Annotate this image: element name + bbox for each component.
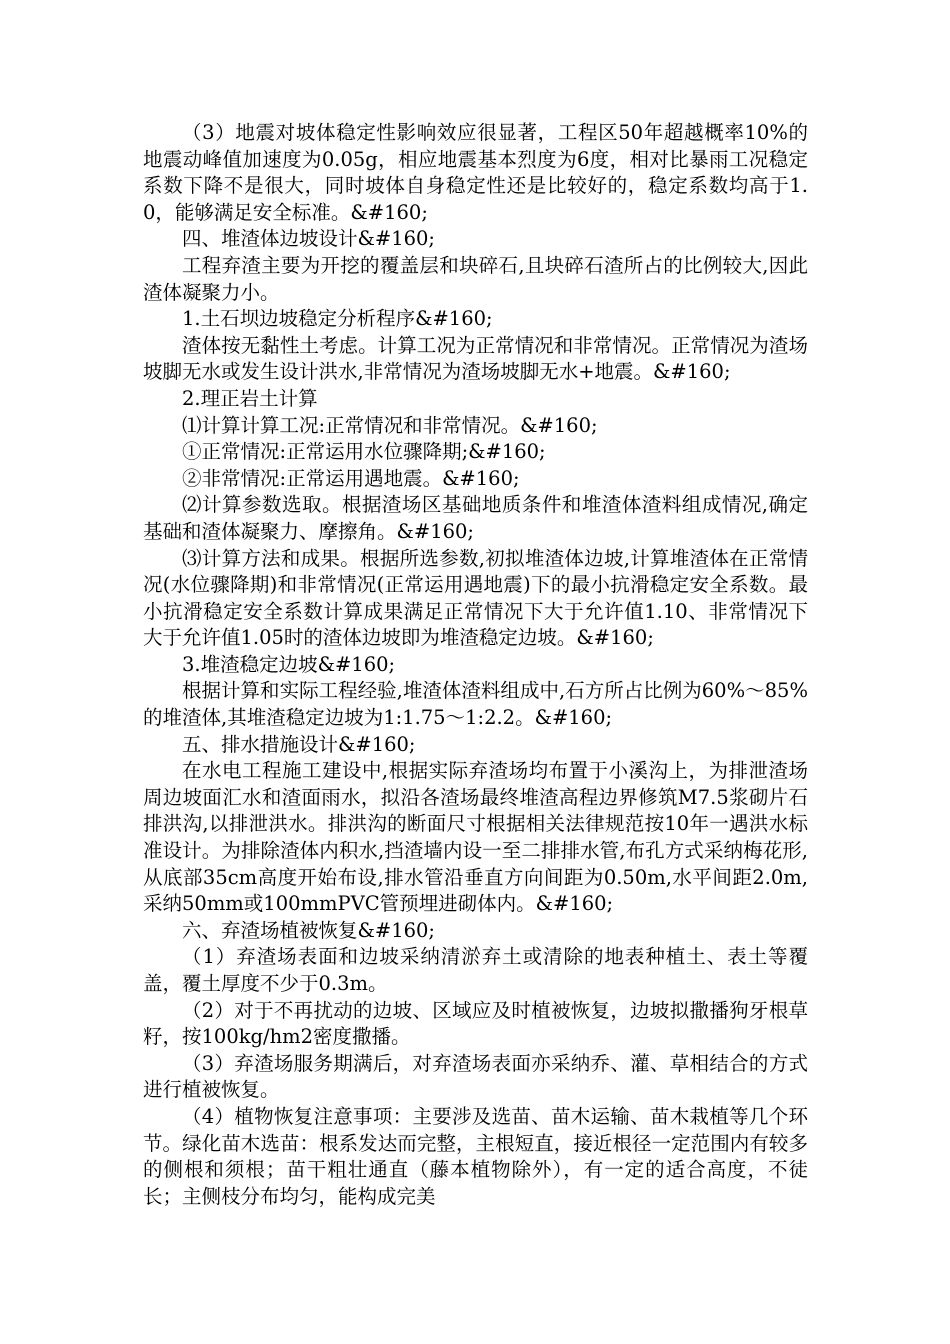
heading-subsection-2: 2.理正岩土计算 — [182, 386, 318, 410]
paragraph-stable-slope: 根据计算和实际工程经验,堆渣体渣料组成中,石方所占比例为60%～85%的堆渣体,其堆渣稳定边坡为1:1.75～1:2.2。&#160; — [143, 679, 808, 730]
paragraph-calculation-conditions: 渣体按无黏性土考虑。计算工况为正常情况和非常情况。正常情况为渣场坡脚无水或发生设计洪水,非常情况为渣场坡脚无水+地震。&#160; — [143, 333, 808, 384]
paragraph-item-1: ⑴计算计算工况:正常情况和非常情况。&#160; — [182, 413, 598, 437]
paragraph-item-3: ⑶计算方法和成果。根据所选参数,初拟堆渣体边坡,计算堆渣体在正常情况(水位骤降期)和非常情况(正常运用遇地震)下的最小抗滑稳定安全系数。最小抗滑稳定安全系数计算成果满足正常情况下大于允许值1.10、非常情况下大于允许值1.05时的渣体边坡即为堆渣稳定边坡。&#160; — [143, 546, 808, 650]
heading-section-4: 四、堆渣体边坡设计&#160; — [182, 227, 435, 251]
paragraph-item-abnormal: ②非常情况:正常运用遇地震。&#160; — [182, 466, 520, 490]
paragraph-vegetation-4: （4）植物恢复注意事项：主要涉及选苗、苗木运输、苗木栽植等几个环节。绿化苗木选苗：根系发达而完整，主根短直，接近根径一定范围内有较多的侧根和须根；苗干粗壮通直（藤本植物除外），有一定的适合高度，不徒长；主侧枝分布均匀，能构成完美 — [143, 1104, 808, 1208]
heading-subsection-3: 3.堆渣稳定边坡&#160; — [182, 652, 396, 676]
paragraph-item-2: ⑵计算参数选取。根据渣场区基础地质条件和堆渣体渣料组成情况,确定基础和渣体凝聚力、摩擦角。&#160; — [143, 493, 808, 543]
paragraph-item-normal: ①正常情况:正常运用水位骤降期;&#160; — [182, 440, 546, 464]
paragraph-vegetation-2: （2）对于不再扰动的边坡、区域应及时植被恢复，边坡拟撒播狗牙根草籽，按100kg/hm2密度撒播。 — [143, 998, 808, 1049]
paragraph-spoil-composition: 工程弃渣主要为开挖的覆盖层和块碎石,且块碎石渣所占的比例较大,因此渣体凝聚力小。 — [143, 253, 808, 304]
heading-section-5: 五、排水措施设计&#160; — [182, 732, 416, 756]
paragraph-seismic-stability: （3）地震对坡体稳定性影响效应很显著，工程区50年超越概率10%的地震动峰值加速度为0.05g，相应地震基本烈度为6度，相对比暴雨工况稳定系数下降不是很大，同时坡体自身稳定性还是比较好的，稳定系数均高于1.0，能够满足安全标准。&#160; — [143, 121, 808, 224]
paragraph-vegetation-1: （1）弃渣场表面和边坡采纳清淤弃土或清除的地表种植土、表土等覆盖，覆土厚度不少于0.3m。 — [143, 945, 808, 995]
paragraph-vegetation-3: （3）弃渣场服务期满后，对弃渣场表面亦采纳乔、灌、草相结合的方式进行植被恢复。 — [143, 1051, 808, 1102]
paragraph-drainage: 在水电工程施工建设中,根据实际弃渣场均布置于小溪沟上，为排泄渣场周边坡面汇水和渣面雨水，拟沿各渣场最终堆渣高程边界修筑M7.5浆砌片石排洪沟,以排泄洪水。排洪沟的断面尺寸根据相关法律规范按10年一遇洪水标准设计。为排除渣体内积水,挡渣墙内设一至二排排水管,布孔方式采纳梅花形,从底部35cm高度开始布设,排水管沿垂直方向间距为0.50m,水平间距2.0m,采纳50mm或100mmPVC管预埋进砌体内。&#160; — [143, 759, 808, 916]
heading-subsection-1: 1.土石坝边坡稳定分析程序&#160; — [182, 307, 493, 331]
document-body — [143, 120, 808, 1210]
heading-section-6: 六、弃渣场植被恢复&#160; — [182, 918, 435, 942]
